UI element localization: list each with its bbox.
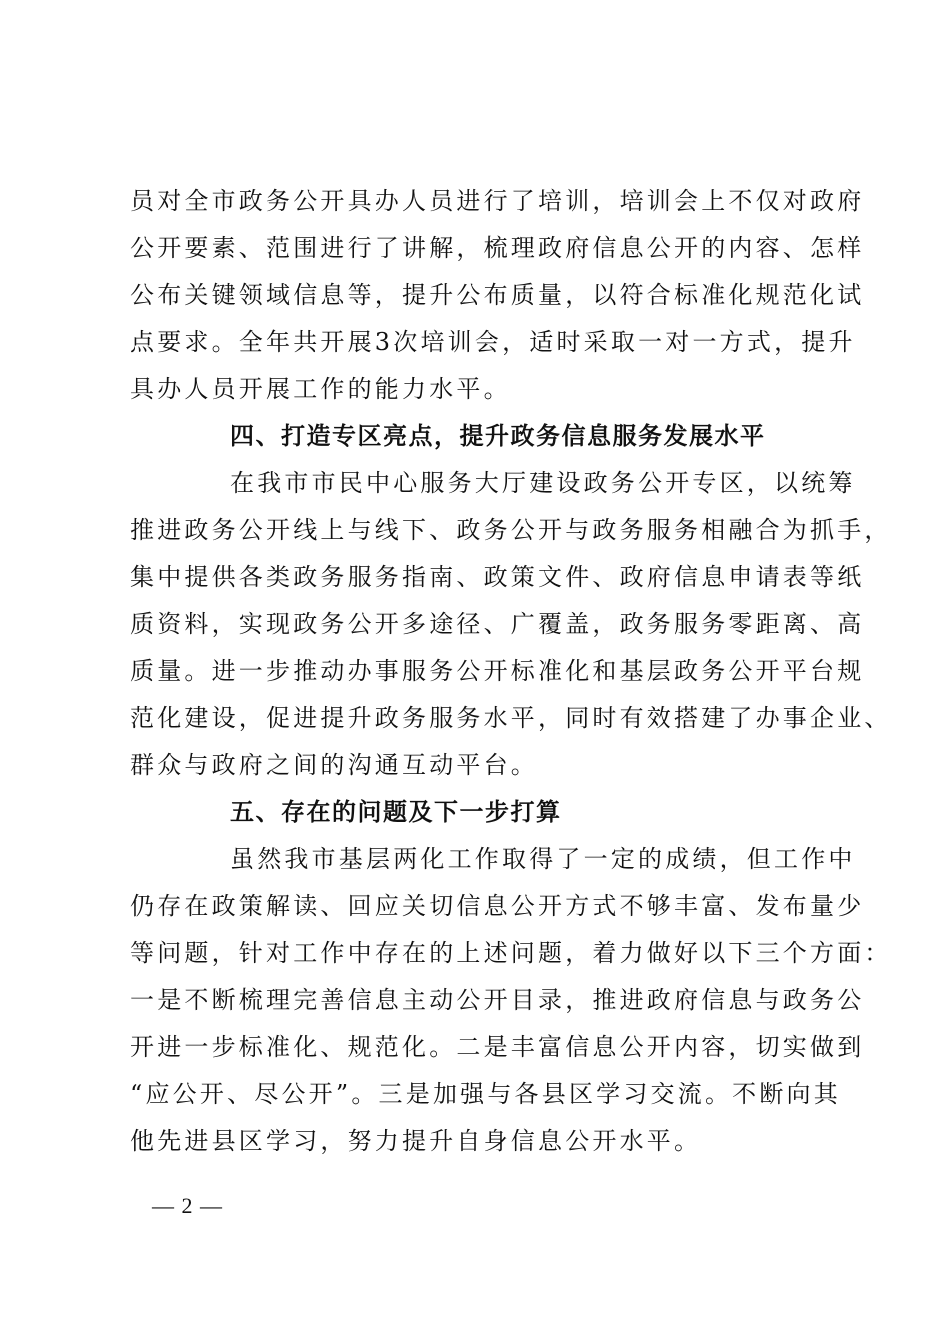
text-line: 员对全市政务公开具办人员进行了培训，培训会上不仅对政府 xyxy=(130,187,865,215)
text-line: 公开要素、范围进行了讲解，梳理政府信息公开的内容、怎样 xyxy=(130,234,865,262)
text-line: 集中提供各类政务服务指南、政策文件、政府信息申请表等纸 xyxy=(130,563,865,591)
text-line: 在我市市民中心服务大厅建设政务公开专区，以统筹 xyxy=(230,469,856,497)
text-line: 一是不断梳理完善信息主动公开目录，推进政府信息与政务公 xyxy=(130,986,865,1014)
document-body xyxy=(130,178,892,1165)
text-line: 质资料，实现政务公开多途径、广覆盖，政务服务零距离、高 xyxy=(130,610,865,638)
text-line: 推进政务公开线上与线下、政务公开与政务服务相融合为抓手， xyxy=(130,516,892,544)
text-line: 公布关键领域信息等，提升公布质量，以符合标准化规范化试 xyxy=(130,281,865,309)
text-line: 等问题，针对工作中存在的上述问题，着力做好以下三个方面： xyxy=(130,939,892,967)
text-line: 范化建设，促进提升政务服务水平，同时有效搭建了办事企业、 xyxy=(130,704,892,732)
section-heading-5: 五、存在的问题及下一步打算 xyxy=(230,798,562,826)
section-heading-4: 四、打造专区亮点，提升政务信息服务发展水平 xyxy=(230,422,766,450)
text-line: 质量。进一步推动办事服务公开标准化和基层政务公开平台规 xyxy=(130,657,865,685)
text-line: 虽然我市基层两化工作取得了一定的成绩，但工作中 xyxy=(230,845,856,873)
text-line: 点要求。全年共开展3次培训会，适时采取一对一方式，提升 xyxy=(130,328,856,356)
page-number: — 2 — xyxy=(152,1193,223,1218)
text-line: 群众与政府之间的沟通互动平台。 xyxy=(130,751,538,779)
text-line: 仍存在政策解读、回应关切信息公开方式不够丰富、发布量少 xyxy=(130,892,865,920)
text-line: 具办人员开展工作的能力水平。 xyxy=(130,375,511,403)
text-line: 他先进县区学习，努力提升自身信息公开水平。 xyxy=(130,1127,702,1155)
text-line: 开进一步标准化、规范化。二是丰富信息公开内容，切实做到 xyxy=(130,1033,865,1061)
text-line: “应公开、尽公开”。三是加强与各县区学习交流。不断向其 xyxy=(130,1080,841,1108)
